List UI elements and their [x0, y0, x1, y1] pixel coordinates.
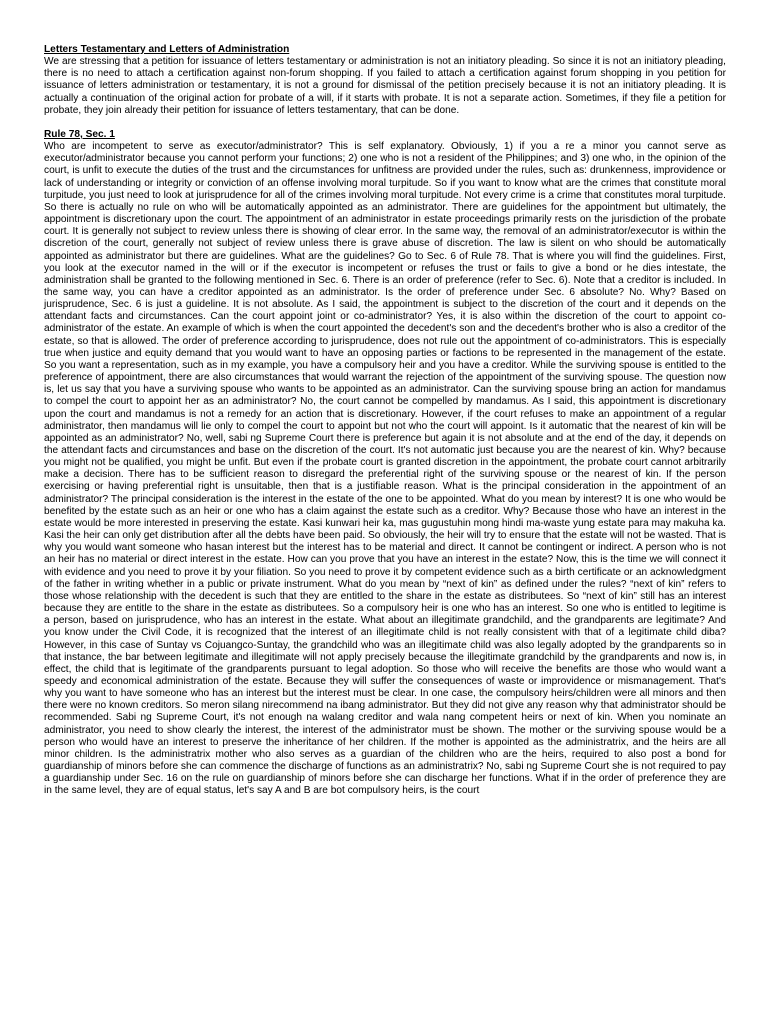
document-page	[44, 44, 726, 798]
section-body-rule-78: Who are incompetent to serve as executor/administrator? This is self explanatory. Obviously, 1) if you a re a minor you cannot serve as executor/administrator because you cannot perform your functions; 2) one who is not a resident of the Philippines; and 3) one who, in the opinion of the court, is unfit to execute the duties of the trust and the circumstances for unfitness are provided under the rules, such as: drunkenness, improvidence or lack of understanding or integrity or conviction of an offense involving moral turpitude. So if you want to know what are the crimes that constitute moral turpitude, you just need to look at jurisprudence for all of the crimes involving moral turpitude. Not every crime is a crime that constitutes moral turpitude. So there is actually no rule on who will be automatically appointed as an administrator. There are guidelines for the appointment but ultimately, the appointment is discretionary upon the court. The appointment of an administrator in estate proceedings primarily rests on the jurisdiction of the probate court. It is generally not subject to review unless there is showing of clear error. In the same way, the removal of an administrator/executor is within the discretion of the court, generally not subject of review unless there is grave abuse of discretion. The law is silent on who should be automatically appointed as administrator but there are guidelines. What are the guidelines? Go to Sec. 6 of Rule 78. That is where you will find the guidelines. First, you look at the executor named in the will or if the executor is incompetent or refuses the trust or fails to give a bond or he dies intestate, the administration shall be granted to the following mentioned in Sec. 6. There is an order of preference (refer to Sec. 6). Note that a creditor is included. In the same way, you can have a creditor appointed as an administrator. Is the order of preference under Sec. 6 absolute? No. Why? Based on jurisprudence, Sec. 6 is just a guideline. It is not absolute. As I said, the appointment is subject to the discretion of the court and it depends on the attendant facts and circumstances. Can the court appoint joint or co-administrator? Yes, it is also within the discretion of the court to appoint co-administrator of the estate. An example of which is when the court appointed the decedent's son and the decedent's brother who is also a creditor of the estate, so that is allowed. The order of preference according to jurisprudence, does not rule out the appointment of co-administrators. This is especially true when justice and equity demand that you would want to have an opposing parties or factions to be represented in the management of the estate. So you want a representation, such as in my example, you have a compulsory heir and you have a creditor. While the surviving spouse is entitled to the preference of appointment, there are also circumstances that would warrant the rejection of the appointment of the surviving spouse. The question now is, let us say that you have a surviving spouse who wants to be appointed as an administrator. Can the surviving spouse bring an action for mandamus to compel the court to appoint her as an administrator? No, the court cannot be compelled by mandamus. As I said, this appointment is discretionary upon the court and mandamus is not a remedy for an action that is discretionary. However, if the court refuses to make an appointment of a regular administrator, then mandamus will lie only to compel the court to appoint but not who the court will appoint. Is it automatic that the nearest of kin will be appointed as an administrator? No, well, sabi ng Supreme Court there is preference but again it is not absolute and at the end of the day, it depends on the attendant facts and circumstances and base on the discretion of the court. It's not automatic just because you are the nearest of kin. Why? because you might not be qualified, you might be unfit. But even if the probate court is granted discretion in the appointment, the probate court cannot arbitrarily make a decision. There has to be sufficient reason to disregard the preferential right of the surviving spouse or the nearest of kin. If the person exercising or having preferential right is unsuitable, then that is a justifiable reason. What is the principal consideration in the appointment of an administrator? The principal consideration is the interest in the estate of the one to be appointed. What do you mean by interest? It is one who would be benefited by the estate such as an heir or one who has a claim against the estate such as a creditor. Why? Because those who have an interest in the estate would be more interested in preserving the estate. Kasi kunwari heir ka, mas gugustuhin mong hindi ma-waste yung estate para may makuha ka. Kasi the heir can only get distribution after all the debts have been paid. So obviously, the heir will try to ensure that the estate will not be wasted. That is why you would want someone who hasan interest but the interest has to be material and direct. It cannot be contingent or indirect. A person who is not an heir has no material or direct interest in the estate. How can you prove that you have an interest in the estate? Now, this is the time we will connect it with evidence and you need to prove it by your filiation. So you need to prove it by competent evidence such as a birth certificate or an acknowledgment of the father in writing whether in a public or private instrument. What do you mean by “next of kin” as defined under the rules? “next of kin” refers to those whose relationship with the decedent is such that they are entitled to the share in the estate as distributees. So “next of kin” still has an interest because they are entitle to the share in the estate as distributees. So a compulsory heir is one who has an interest. So one who is entitled to legitime is a person, based on jurisprudence, who has an interest in the estate. What about an illegitimate grandchild, and the grandparents are legitimate? And you know under the Civil Code, it is recognized that the interest of an illegitimate child is not really consistent with that of a legitimate child diba? However, in this case of Suntay vs Cojuangco-Suntay, the grandchild who was an illegitimate child was also legally adopted by the grandparents so in that instance, the bar between legitimate and illegitimate will not apply precisely because the illegitimate grandchild by the grandparents and now is, in effect, the child that is legitimate of the grandparents pursuant to legal adoption. So those who will receive the benefits are those who would want a speedy and economical administration of the estate. Because they will suffer the consequences of waste or improvidence or mismanagement. That's why you want to have someone who has an interest but the interest must be clear. In one case, the compulsory heirs/children were all minors and then there were no known creditors. So meron silang nirecommend na ibang administrator. But they did not give any reason why that administrator should be recommended. Sabi ng Supreme Court, it's not enough na walang creditor and wala nang competent heirs or next of kin. When you nominate an administrator, you need to show clearly the interest, the interest of the administrator must be shown. The mother or the surviving spouse would be a person who would have an interest to preserve the inheritance of her children. If the mother is appointed as the administratrix, and the heirs are all minor children. Is the administratrix mother who also serves as a guardian of the children who are the heirs, required to also post a bond for guardianship of minors before she can commence the discharge of functions as an administratrix? No, sabi ng Supreme Court she is not required to pay a guardianship under Sec. 16 on the rule on guardianship of minors before she can discharge her functions. What if in the order of preference they are in the same level, they are of equal status, let's say A and B are bot compulsory heirs, is the court	[44, 141, 726, 797]
section-heading-letters-testamentary: Letters Testamentary and Letters of Administration	[44, 44, 290, 55]
section-gap	[44, 117, 726, 129]
section-body-letters-testamentary: We are stressing that a petition for issuance of letters testamentary or administration is not an initiatory pleading. So since it is not an initiatory pleading, there is no need to attach a certification against non-forum shopping. If you failed to attach a certification against forum shopping in you petition for issuance of letters administration or testamentary, it is not a ground for dismissal of the petition precisely because it is not an initiatory pleading. It is actually a continuation of the original action for probate of a will, if it starts with probate. It is not a separate action. Sometimes, if they file a petition for probate, they join already their petition for issuance of letters testamentary, that can be done.	[44, 56, 726, 116]
section-heading-rule-78: Rule 78, Sec. 1	[44, 128, 115, 140]
